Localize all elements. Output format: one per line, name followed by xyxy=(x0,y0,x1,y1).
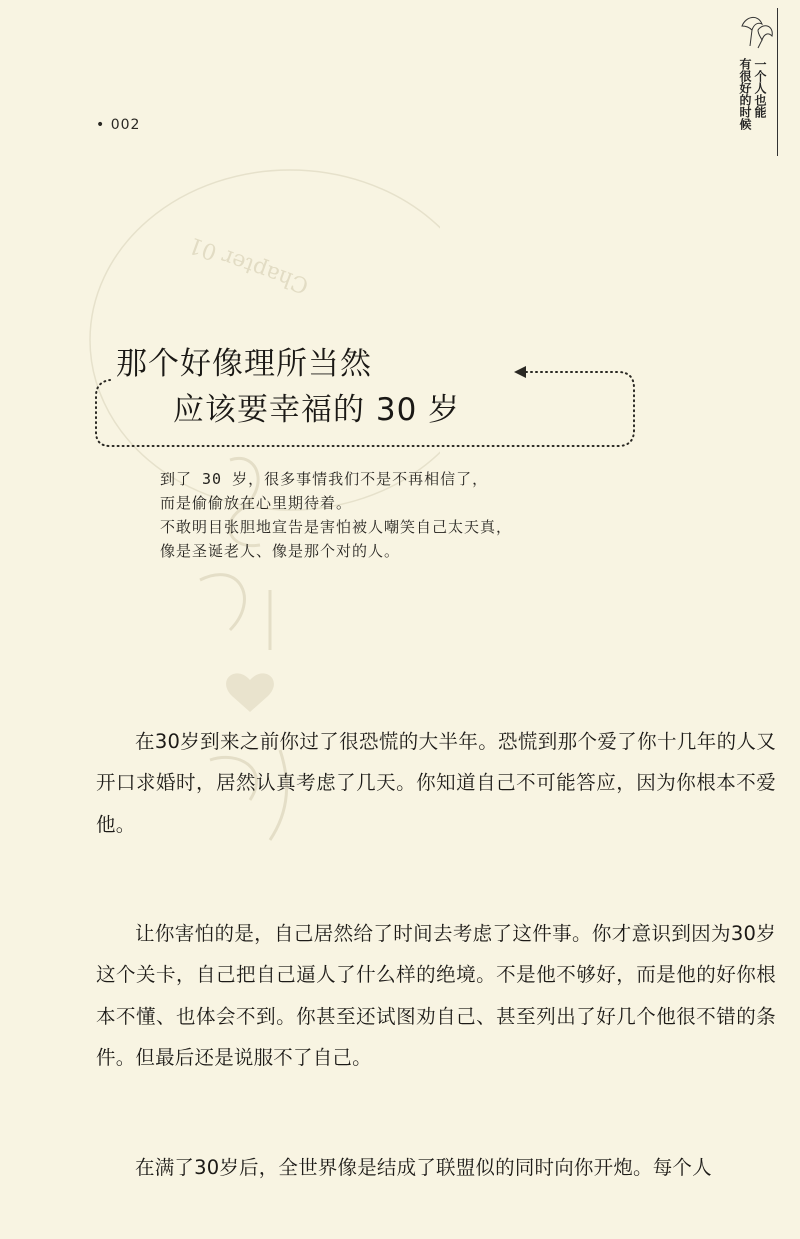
intro-line: 到了 30 岁，很多事情我们不是不再相信了， xyxy=(160,470,489,488)
running-header-title xyxy=(738,58,767,130)
watermark-label: Chapter 01 xyxy=(185,231,313,298)
chapter-title-line-1: 那个好像理所当然 xyxy=(114,338,378,383)
intro-line: 像是圣诞老人、像是那个对的人。 xyxy=(160,542,401,560)
intro-line: 不敢明目张胆地宣告是害怕被人嘲笑自己太天真， xyxy=(160,518,513,536)
body-paragraph: 让你害怕的是，自己居然给了时间去考虑了这件事。你才意识到因为30岁这个关卡，自己把自己逼人了什么样的绝境。不是他不够好，而是他的好你根本不懂、也体会不到。你甚至还试图劝自己、甚至列出了好几个他很不错的条件。但最后还是说服不了自己。 xyxy=(96,922,776,1069)
running-header-line: 一个人也能 xyxy=(753,58,767,118)
running-header-line: 有很好的时候 xyxy=(738,58,752,130)
body-paragraph: 在满了30岁后，全世界像是结成了联盟似的同时向你开炮。每个人 xyxy=(135,1156,712,1179)
body-paragraph: 在30岁到来之前你过了很恐慌的大半年。恐慌到那个爱了你十几年的人又开口求婚时，居然认真考虑了几天。你知道自己不可能答应，因为你根本不爱他。 xyxy=(96,730,776,836)
ginkgo-leaf-icon xyxy=(736,12,776,50)
chapter-intro xyxy=(160,467,640,563)
page-number: • 002 xyxy=(96,117,141,133)
arrow-head-icon xyxy=(514,366,526,378)
intro-line: 而是偷偷放在心里期待着。 xyxy=(160,494,353,512)
running-header xyxy=(732,10,778,160)
chapter-title-line-2: 应该要幸福的 30 岁 xyxy=(169,384,464,429)
